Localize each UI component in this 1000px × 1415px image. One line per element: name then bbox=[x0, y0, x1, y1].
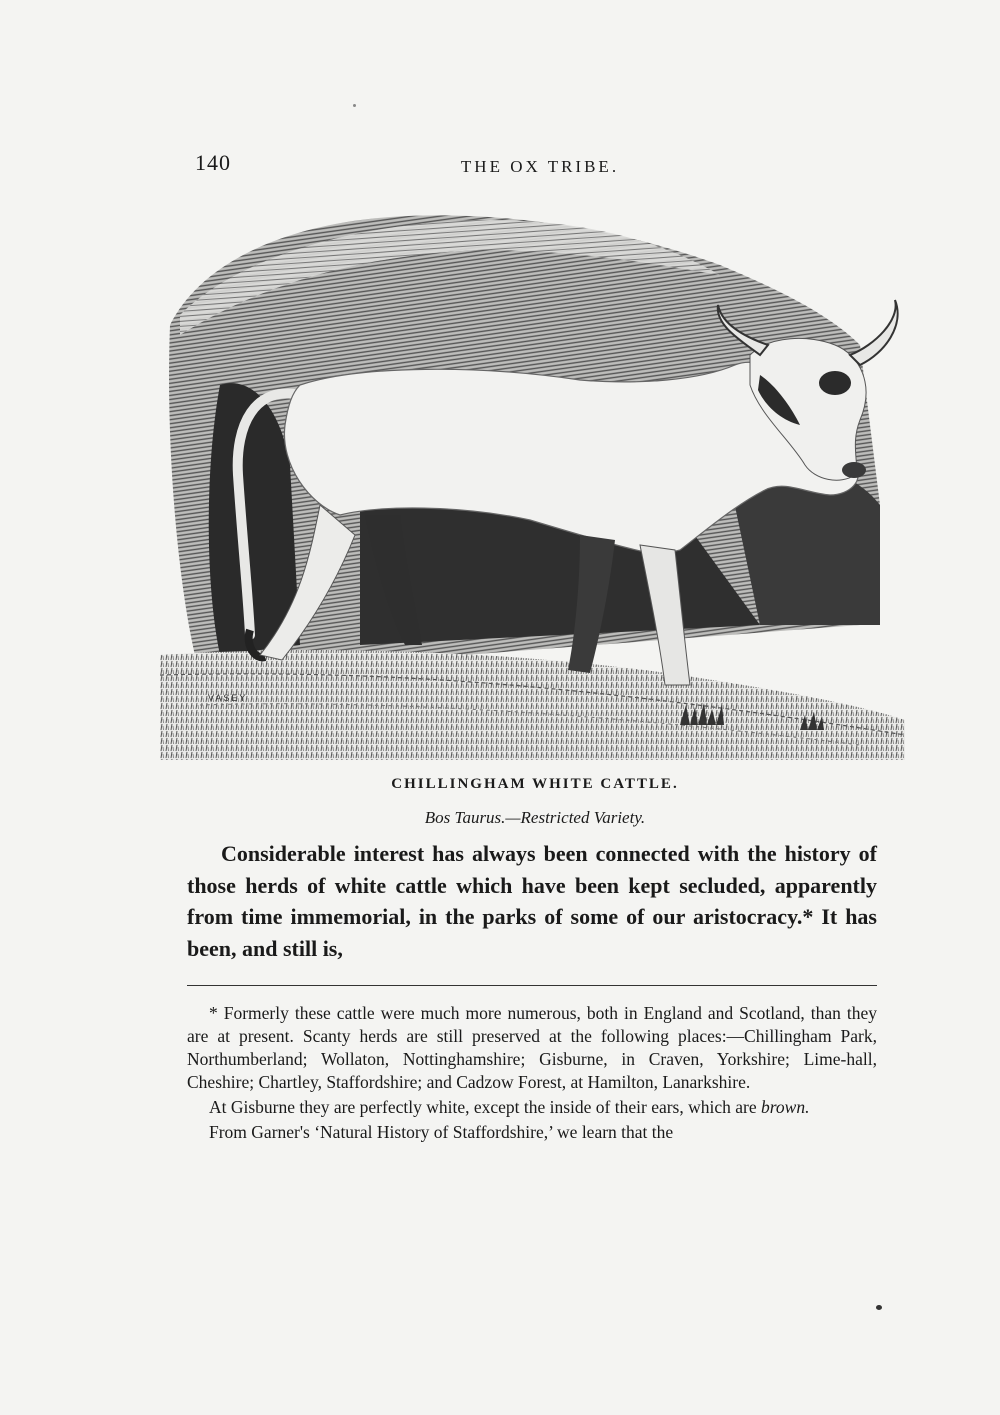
engraving-illustration bbox=[160, 205, 905, 760]
running-title: THE OX TRIBE. bbox=[460, 157, 620, 176]
body-paragraph: Considerable interest has always been connected with the history of those herds of white cattle which have been kept secluded, apparently from time immemorial, in the parks of some of our aristocracy.* It has been, and still is, bbox=[187, 841, 877, 961]
figure-subcaption: Bos Taurus.—Restricted Variety. bbox=[424, 808, 646, 827]
footnote-1: * Formerly these cattle were much more numerous, both in England and Scotland, than they are at present. Scanty herds are still preserved at the following places:—Chillingham Park, Northumberland; Wollaton, Nottinghamshire; Gisburne, in Craven, Yorkshire; Lime-hall, Cheshire; Chartley, Staffordshire; and Cadzow Forest, at Hamilton, Lanarkshire. bbox=[187, 1003, 877, 1092]
footnote-divider bbox=[187, 985, 877, 986]
ground bbox=[160, 650, 905, 760]
footnotes bbox=[187, 1002, 877, 1146]
footnote-3: From Garner's ‘Natural History of Staffordshire,’ we learn that the bbox=[209, 1122, 674, 1142]
ink-speck bbox=[353, 104, 356, 107]
page-number: 140 bbox=[195, 150, 231, 175]
figure-caption: CHILLINGHAM WHITE CATTLE. bbox=[391, 776, 679, 792]
footnote-2-italic: brown. bbox=[761, 1097, 810, 1117]
ink-speck bbox=[876, 1305, 882, 1310]
footnote-2 bbox=[187, 1096, 877, 1119]
engraver-signature: VASEY bbox=[208, 693, 248, 703]
footnote-2-text: At Gisburne they are perfectly white, except the inside of their ears, which are bbox=[209, 1097, 762, 1117]
